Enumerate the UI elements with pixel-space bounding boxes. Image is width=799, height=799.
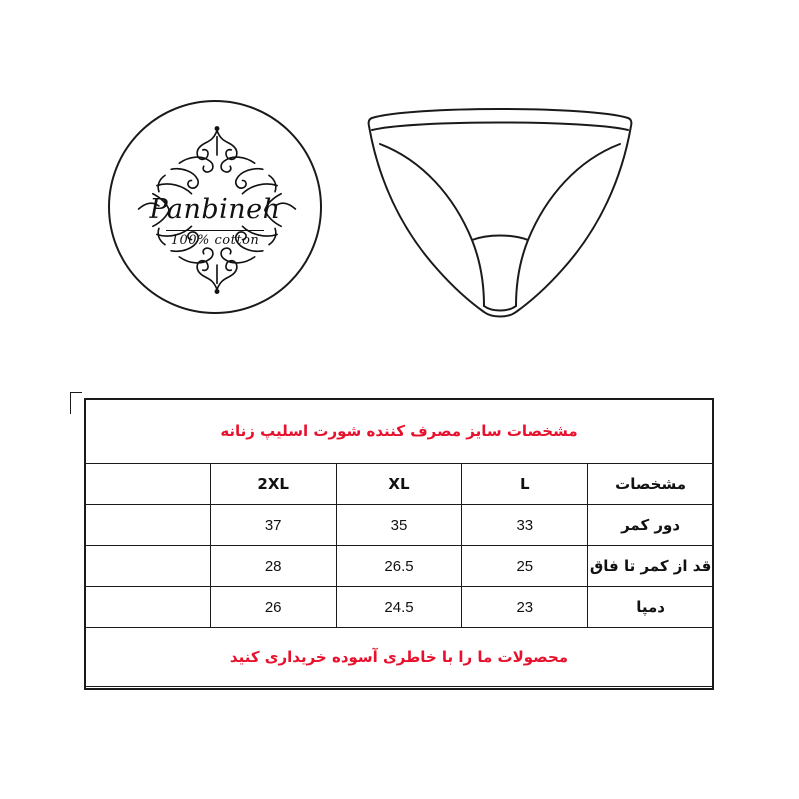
logo-brand-name: Panbineh [149,194,281,225]
size-table [84,398,714,687]
header-blank [85,464,211,505]
row-blank [85,505,211,546]
header-size-l: L [462,464,588,505]
logo-divider [166,230,264,231]
table-row [85,587,714,628]
table-title-row [85,399,714,464]
corner-tick-horizontal [70,392,82,393]
illustration-area [0,0,799,380]
table-row [85,505,714,546]
header-attribute: مشخصات [588,464,714,505]
row-blank [85,587,211,628]
cell-l: 23 [462,587,588,628]
table-row [85,546,714,587]
cell-xl: 24.5 [336,587,462,628]
brand-logo [108,100,326,318]
header-size-2xl: 2XL [210,464,336,505]
brief-illustration-icon [350,100,650,340]
cell-xl: 26.5 [336,546,462,587]
corner-tick-vertical [70,392,71,414]
table-footer-message: محصولات ما را با خاطری آسوده خریداری کنید [85,628,714,687]
cell-attribute: قد از کمر تا فاق [588,546,714,587]
table-footer-row [85,628,714,687]
cell-attribute: دمپا [588,587,714,628]
cell-l: 25 [462,546,588,587]
logo-tagline: 100% cotton [170,233,260,248]
cell-xl: 35 [336,505,462,546]
table-title: مشخصات سایز مصرف کننده شورت اسلیپ زنانه [85,399,714,464]
row-blank [85,546,211,587]
cell-attribute: دور کمر [588,505,714,546]
table-header-row [85,464,714,505]
cell-l: 33 [462,505,588,546]
cell-2xl: 28 [210,546,336,587]
cell-2xl: 26 [210,587,336,628]
cell-2xl: 37 [210,505,336,546]
header-size-xl: XL [336,464,462,505]
size-table-container [84,398,714,687]
